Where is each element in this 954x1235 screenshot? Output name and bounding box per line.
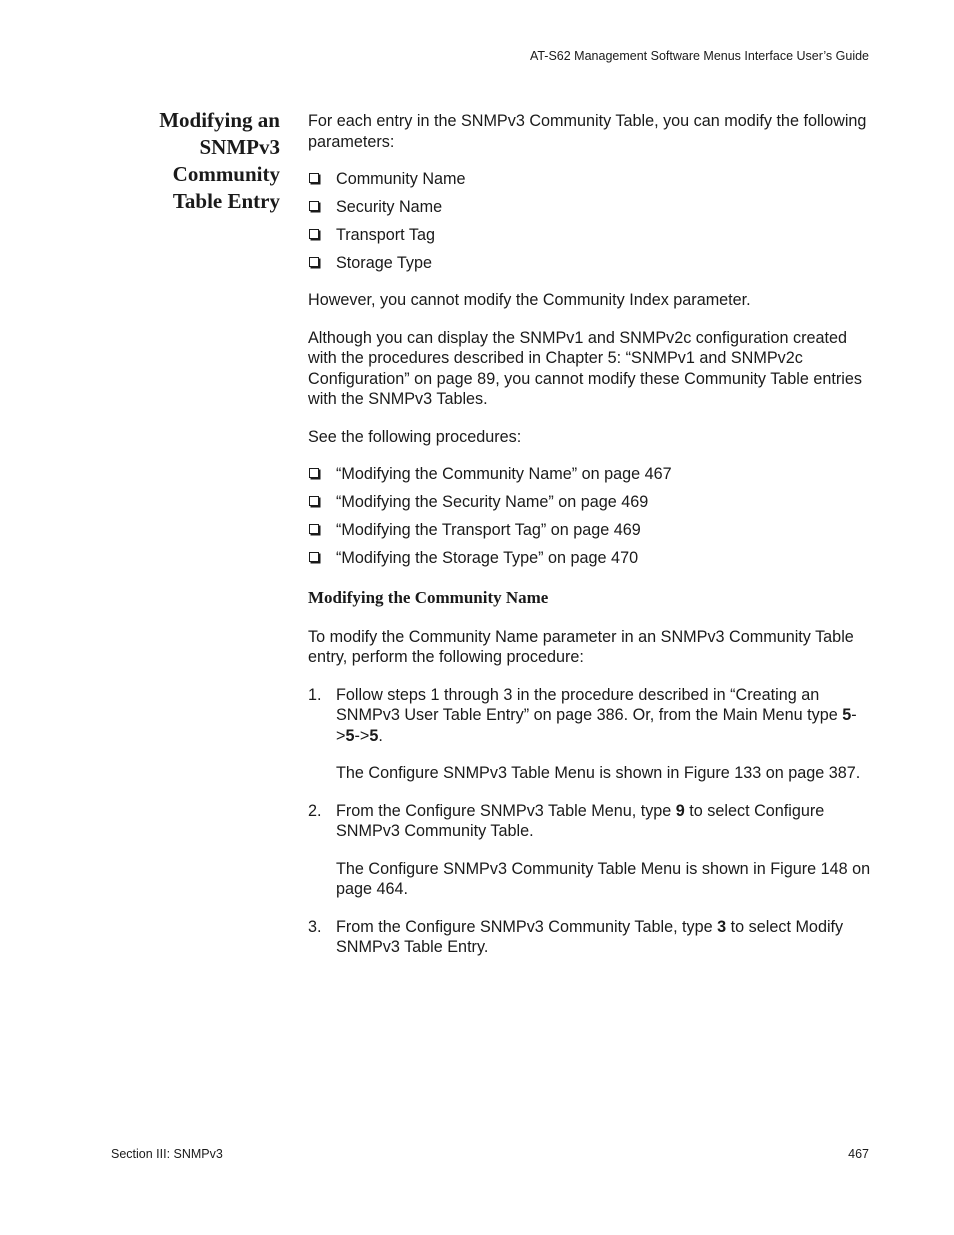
list-item: Community Name	[308, 169, 873, 197]
checkbox-bullet-icon	[309, 496, 319, 506]
list-item: “Modifying the Transport Tag” on page 469	[308, 520, 873, 548]
list-item: Security Name	[308, 197, 873, 225]
subsection-intro: To modify the Community Name parameter in an SNMPv3 Community Table entry, perform the following procedure:	[308, 627, 854, 666]
step-number: 1.	[308, 685, 322, 704]
checkbox-bullet-icon	[309, 229, 319, 239]
step-number: 3.	[308, 917, 322, 936]
section-heading-line: SNMPv3	[199, 135, 280, 159]
list-item: “Modifying the Storage Type” on page 470	[308, 548, 873, 568]
body-content	[308, 111, 873, 975]
list-item: “Modifying the Community Name” on page 467	[308, 464, 873, 492]
footer-section: Section III: SNMPv3	[111, 1147, 223, 1161]
list-item: “Modifying the Security Name” on page 469	[308, 492, 873, 520]
list-item: Storage Type	[308, 253, 873, 273]
running-header: AT-S62 Management Software Menus Interface User’s Guide	[529, 49, 869, 63]
intro-paragraph: For each entry in the SNMPv3 Community Table, you can modify the following parameters:	[308, 112, 867, 151]
section-heading	[100, 107, 280, 215]
checkbox-bullet-icon	[309, 524, 319, 534]
step-text: Follow steps 1 through 3 in the procedure described in “Creating an SNMPv3 User Table Entry” on page 386. Or, from the Main Menu type 5->5->5.	[336, 685, 857, 745]
checkbox-bullet-icon	[309, 552, 319, 562]
although-paragraph: Although you can display the SNMPv1 and SNMPv2c configuration created with the procedures described in Chapter 5: “SNMPv1 and SNMPv2c Configuration” on page 89, you cannot modify these Community Table entries with the SNMPv3 Tables.	[308, 328, 862, 408]
see-procedures-paragraph: See the following procedures:	[308, 427, 522, 446]
checkbox-bullet-icon	[309, 468, 319, 478]
section-heading-line: Modifying an	[159, 108, 280, 132]
section-heading-line: Table Entry	[172, 189, 280, 213]
step-item	[308, 917, 873, 958]
list-item: Transport Tag	[308, 225, 873, 253]
parameter-list	[308, 169, 873, 273]
checkbox-bullet-icon	[309, 201, 319, 211]
cannot-modify-paragraph: However, you cannot modify the Community Index parameter.	[308, 291, 751, 309]
checkbox-bullet-icon	[309, 257, 319, 267]
step-note: The Configure SNMPv3 Community Table Menu is shown in Figure 148 on page 464.	[336, 859, 871, 898]
procedure-steps	[308, 685, 873, 958]
step-item	[308, 685, 873, 784]
section-heading-line: Community	[172, 162, 280, 186]
footer-page-number: 467	[848, 1147, 869, 1161]
step-text: From the Configure SNMPv3 Community Table, type 3 to select Modify SNMPv3 Table Entry.	[336, 917, 844, 956]
checkbox-bullet-icon	[309, 173, 319, 183]
step-text: From the Configure SNMPv3 Table Menu, type 9 to select Configure SNMPv3 Community Table.	[336, 801, 825, 840]
subsection-heading: Modifying the Community Name	[308, 588, 549, 607]
step-number: 2.	[308, 801, 322, 820]
step-item	[308, 801, 873, 900]
step-note: The Configure SNMPv3 Table Menu is shown in Figure 133 on page 387.	[336, 764, 861, 782]
procedure-list	[308, 464, 873, 568]
